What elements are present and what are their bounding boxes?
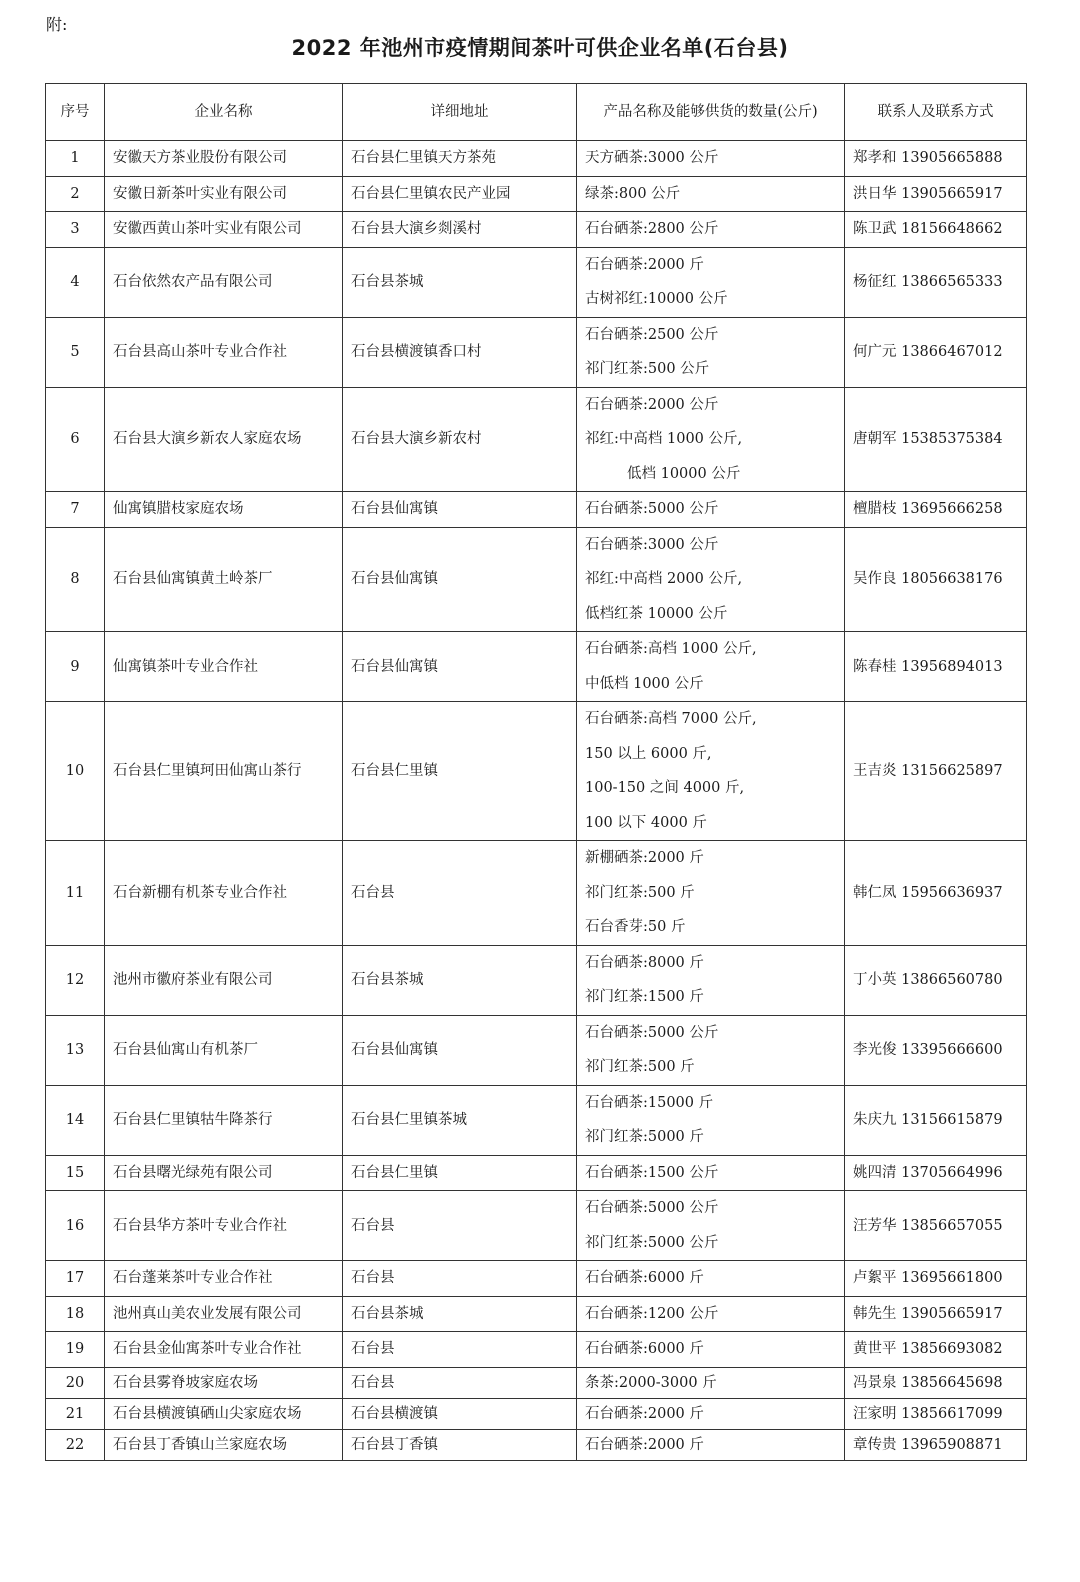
product-line: 新棚硒茶:2000 斤: [585, 850, 704, 866]
products-cell: [577, 1429, 845, 1460]
header-address: 详细地址: [343, 84, 577, 141]
seq-cell: 14: [46, 1085, 105, 1155]
address-cell: 石台县: [343, 1332, 577, 1368]
table-row: [46, 387, 1027, 492]
table-row: [46, 1367, 1027, 1398]
table-row: [46, 1296, 1027, 1332]
company-name-cell: 石台县雾脊坡家庭农场: [105, 1367, 343, 1398]
product-line: 天方硒茶:3000 公斤: [585, 150, 719, 166]
seq-cell: 19: [46, 1332, 105, 1368]
product-line: 祁门红茶:500 公斤: [585, 361, 710, 377]
products-cell: [577, 141, 845, 177]
table-row: [46, 1398, 1027, 1429]
header-contact: 联系人及联系方式: [845, 84, 1027, 141]
contact-cell: 杨征红 13866565333: [845, 247, 1027, 317]
product-line: 石台硒茶:2500 公斤: [585, 326, 719, 343]
seq-cell: 20: [46, 1367, 105, 1398]
seq-cell: 11: [46, 841, 105, 946]
product-line: 石台硒茶:1500 公斤: [585, 1164, 719, 1181]
table-row: [46, 176, 1027, 212]
company-name-cell: 石台县高山茶叶专业合作社: [105, 317, 343, 387]
company-name-cell: 石台县仁里镇牯牛降茶行: [105, 1085, 343, 1155]
products-cell: [577, 1191, 845, 1261]
contact-cell: 洪日华 13905665917: [845, 176, 1027, 212]
seq-cell: 1: [46, 141, 105, 177]
contact-cell: 郑孝和 13905665888: [845, 141, 1027, 177]
address-cell: 石台县: [343, 1261, 577, 1297]
table-row: [46, 1261, 1027, 1297]
company-name-cell: 石台县仙寓镇黄土岭茶厂: [105, 527, 343, 632]
product-line: 条茶:2000-3000 斤: [585, 1374, 717, 1391]
product-line: 祁门红茶:5000 公斤: [585, 1234, 719, 1251]
company-name-cell: 安徽日新茶叶实业有限公司: [105, 176, 343, 212]
seq-cell: 16: [46, 1191, 105, 1261]
address-cell: 石台县茶城: [343, 1296, 577, 1332]
contact-cell: 朱庆九 13156615879: [845, 1085, 1027, 1155]
seq-cell: 22: [46, 1429, 105, 1460]
table-row: [46, 1085, 1027, 1155]
product-line: 石台硒茶:高档 1000 公斤,: [585, 641, 757, 657]
contact-cell: 何广元 13866467012: [845, 317, 1027, 387]
table-row: [46, 702, 1027, 841]
products-cell: [577, 492, 845, 528]
product-line: 祁门红茶:1500 斤: [585, 989, 704, 1005]
header-seq: 序号: [46, 84, 105, 141]
company-name-cell: 安徽天方茶业股份有限公司: [105, 141, 343, 177]
table-row: [46, 841, 1027, 946]
address-cell: 石台县仁里镇茶城: [343, 1085, 577, 1155]
table-row: [46, 1429, 1027, 1460]
seq-cell: 17: [46, 1261, 105, 1297]
product-line: 石台硒茶:2000 斤: [585, 1405, 704, 1422]
address-cell: 石台县仙寓镇: [343, 1015, 577, 1085]
seq-cell: 4: [46, 247, 105, 317]
attachment-label: 附:: [46, 15, 68, 34]
product-line: 祁门红茶:500 斤: [585, 1059, 695, 1075]
table-row: [46, 1015, 1027, 1085]
product-line: 祁门红茶:5000 斤: [585, 1129, 704, 1145]
contact-cell: 章传贵 13965908871: [845, 1429, 1027, 1460]
company-name-cell: 石台县曙光绿苑有限公司: [105, 1155, 343, 1191]
address-cell: 石台县仙寓镇: [343, 492, 577, 528]
product-line: 石台硒茶:5000 公斤: [585, 501, 719, 517]
product-line: 石台硒茶:3000 公斤: [585, 536, 719, 553]
address-cell: 石台县: [343, 1191, 577, 1261]
seq-cell: 2: [46, 176, 105, 212]
products-cell: [577, 527, 845, 632]
company-name-cell: 石台县大演乡新农人家庭农场: [105, 387, 343, 492]
products-cell: [577, 317, 845, 387]
contact-cell: 韩先生 13905665917: [845, 1296, 1027, 1332]
company-name-cell: 石台县仁里镇珂田仙寓山茶行: [105, 702, 343, 841]
header-company-name: 企业名称: [105, 84, 343, 141]
company-name-cell: 仙寓镇茶叶专业合作社: [105, 632, 343, 702]
contact-cell: 姚四清 13705664996: [845, 1155, 1027, 1191]
product-line: 石台硒茶:1200 公斤: [585, 1305, 719, 1322]
products-cell: [577, 1332, 845, 1368]
product-line: 石台硒茶:2000 斤: [585, 256, 704, 273]
seq-cell: 18: [46, 1296, 105, 1332]
contact-cell: 唐朝军 15385375384: [845, 387, 1027, 492]
products-cell: [577, 387, 845, 492]
table-row: [46, 317, 1027, 387]
address-cell: 石台县仙寓镇: [343, 632, 577, 702]
seq-cell: 13: [46, 1015, 105, 1085]
seq-cell: 3: [46, 212, 105, 248]
seq-cell: 15: [46, 1155, 105, 1191]
page-title: 2022 年池州市疫情期间茶叶可供企业名单(石台县): [291, 36, 789, 60]
address-cell: 石台县仁里镇: [343, 702, 577, 841]
seq-cell: 5: [46, 317, 105, 387]
product-line: 150 以上 6000 斤,: [585, 745, 712, 762]
contact-cell: 陈春桂 13956894013: [845, 632, 1027, 702]
product-line: 100 以下 4000 斤: [585, 814, 707, 831]
contact-cell: 汪家明 13856617099: [845, 1398, 1027, 1429]
company-name-cell: 石台县华方茶叶专业合作社: [105, 1191, 343, 1261]
seq-cell: 10: [46, 702, 105, 841]
contact-cell: 汪芳华 13856657055: [845, 1191, 1027, 1261]
table-row: [46, 247, 1027, 317]
product-line: 石台硒茶:6000 斤: [585, 1341, 704, 1357]
product-line: 石台硒茶:2000 斤: [585, 1436, 704, 1453]
header-products: 产品名称及能够供货的数量(公斤): [577, 84, 845, 141]
contact-cell: 陈卫武 18156648662: [845, 212, 1027, 248]
company-name-cell: 石台县金仙寓茶叶专业合作社: [105, 1332, 343, 1368]
address-cell: 石台县: [343, 1367, 577, 1398]
table-row: [46, 1155, 1027, 1191]
contact-cell: 卢絮平 13695661800: [845, 1261, 1027, 1297]
contact-cell: 韩仁凤 15956636937: [845, 841, 1027, 946]
products-cell: [577, 1015, 845, 1085]
products-cell: [577, 702, 845, 841]
product-line: 石台硒茶:5000 公斤: [585, 1200, 719, 1216]
products-cell: [577, 1085, 845, 1155]
address-cell: 石台县大演乡新农村: [343, 387, 577, 492]
company-name-cell: 石台县横渡镇硒山尖家庭农场: [105, 1398, 343, 1429]
contact-cell: 丁小英 13866560780: [845, 945, 1027, 1015]
products-cell: [577, 247, 845, 317]
product-line: 低档 10000 公斤: [627, 465, 741, 482]
table-body: [46, 141, 1027, 1461]
products-cell: [577, 1296, 845, 1332]
products-cell: [577, 1367, 845, 1398]
company-name-cell: 仙寓镇腊枝家庭农场: [105, 492, 343, 528]
address-cell: 石台县仙寓镇: [343, 527, 577, 632]
product-line: 古树祁红:10000 公斤: [585, 291, 728, 307]
address-cell: 石台县茶城: [343, 945, 577, 1015]
product-line: 石台硒茶:高档 7000 公斤,: [585, 711, 757, 727]
company-name-cell: 石台新棚有机茶专业合作社: [105, 841, 343, 946]
address-cell: 石台县仁里镇: [343, 1155, 577, 1191]
company-name-cell: 池州真山美农业发展有限公司: [105, 1296, 343, 1332]
address-cell: 石台县横渡镇: [343, 1398, 577, 1429]
products-cell: [577, 1398, 845, 1429]
table-row: [46, 141, 1027, 177]
contact-cell: 冯景泉 13856645698: [845, 1367, 1027, 1398]
product-line: 绿茶:800 公斤: [585, 185, 681, 202]
product-line: 石台硒茶:8000 斤: [585, 954, 704, 971]
table-row: [46, 1191, 1027, 1261]
company-name-cell: 石台蓬莱茶叶专业合作社: [105, 1261, 343, 1297]
address-cell: 石台县仁里镇农民产业园: [343, 176, 577, 212]
product-line: 石台硒茶:5000 公斤: [585, 1024, 719, 1041]
supplier-table: [45, 83, 1027, 1461]
table-row: [46, 212, 1027, 248]
product-line: 祁门红茶:500 斤: [585, 884, 695, 901]
table-row: [46, 527, 1027, 632]
contact-cell: 王吉炎 13156625897: [845, 702, 1027, 841]
address-cell: 石台县丁香镇: [343, 1429, 577, 1460]
seq-cell: 12: [46, 945, 105, 1015]
products-cell: [577, 945, 845, 1015]
table-row: [46, 632, 1027, 702]
company-name-cell: 石台县丁香镇山兰家庭农场: [105, 1429, 343, 1460]
address-cell: 石台县: [343, 841, 577, 946]
seq-cell: 6: [46, 387, 105, 492]
address-cell: 石台县茶城: [343, 247, 577, 317]
table-row: [46, 1332, 1027, 1368]
company-name-cell: 池州市徽府茶业有限公司: [105, 945, 343, 1015]
seq-cell: 8: [46, 527, 105, 632]
company-name-cell: 石台县仙寓山有机茶厂: [105, 1015, 343, 1085]
contact-cell: 吴作良 18056638176: [845, 527, 1027, 632]
contact-cell: 檀腊枝 13695666258: [845, 492, 1027, 528]
products-cell: [577, 1155, 845, 1191]
table-row: [46, 492, 1027, 528]
products-cell: [577, 1261, 845, 1297]
product-line: 低档红茶 10000 公斤: [585, 605, 728, 622]
company-name-cell: 安徽西黄山茶叶实业有限公司: [105, 212, 343, 248]
contact-cell: 黄世平 13856693082: [845, 1332, 1027, 1368]
products-cell: [577, 212, 845, 248]
product-line: 祁红:中高档 1000 公斤,: [585, 431, 743, 447]
table-row: [46, 945, 1027, 1015]
products-cell: [577, 632, 845, 702]
contact-cell: 李光俊 13395666600: [845, 1015, 1027, 1085]
company-name-cell: 石台依然农产品有限公司: [105, 247, 343, 317]
products-cell: [577, 841, 845, 946]
seq-cell: 7: [46, 492, 105, 528]
products-cell: [577, 176, 845, 212]
seq-cell: 21: [46, 1398, 105, 1429]
product-line: 中低档 1000 公斤: [585, 675, 704, 692]
product-line: 100-150 之间 4000 斤,: [585, 780, 745, 796]
product-line: 石台硒茶:2000 公斤: [585, 396, 719, 413]
table-header-row: [46, 84, 1027, 141]
product-line: 祁红:中高档 2000 公斤,: [585, 571, 743, 587]
product-line: 石台香芽:50 斤: [585, 919, 686, 935]
address-cell: 石台县大演乡剡溪村: [343, 212, 577, 248]
product-line: 石台硒茶:15000 斤: [585, 1094, 714, 1111]
address-cell: 石台县仁里镇天方茶苑: [343, 141, 577, 177]
product-line: 石台硒茶:2800 公斤: [585, 221, 719, 237]
address-cell: 石台县横渡镇香口村: [343, 317, 577, 387]
product-line: 石台硒茶:6000 斤: [585, 1270, 704, 1286]
seq-cell: 9: [46, 632, 105, 702]
